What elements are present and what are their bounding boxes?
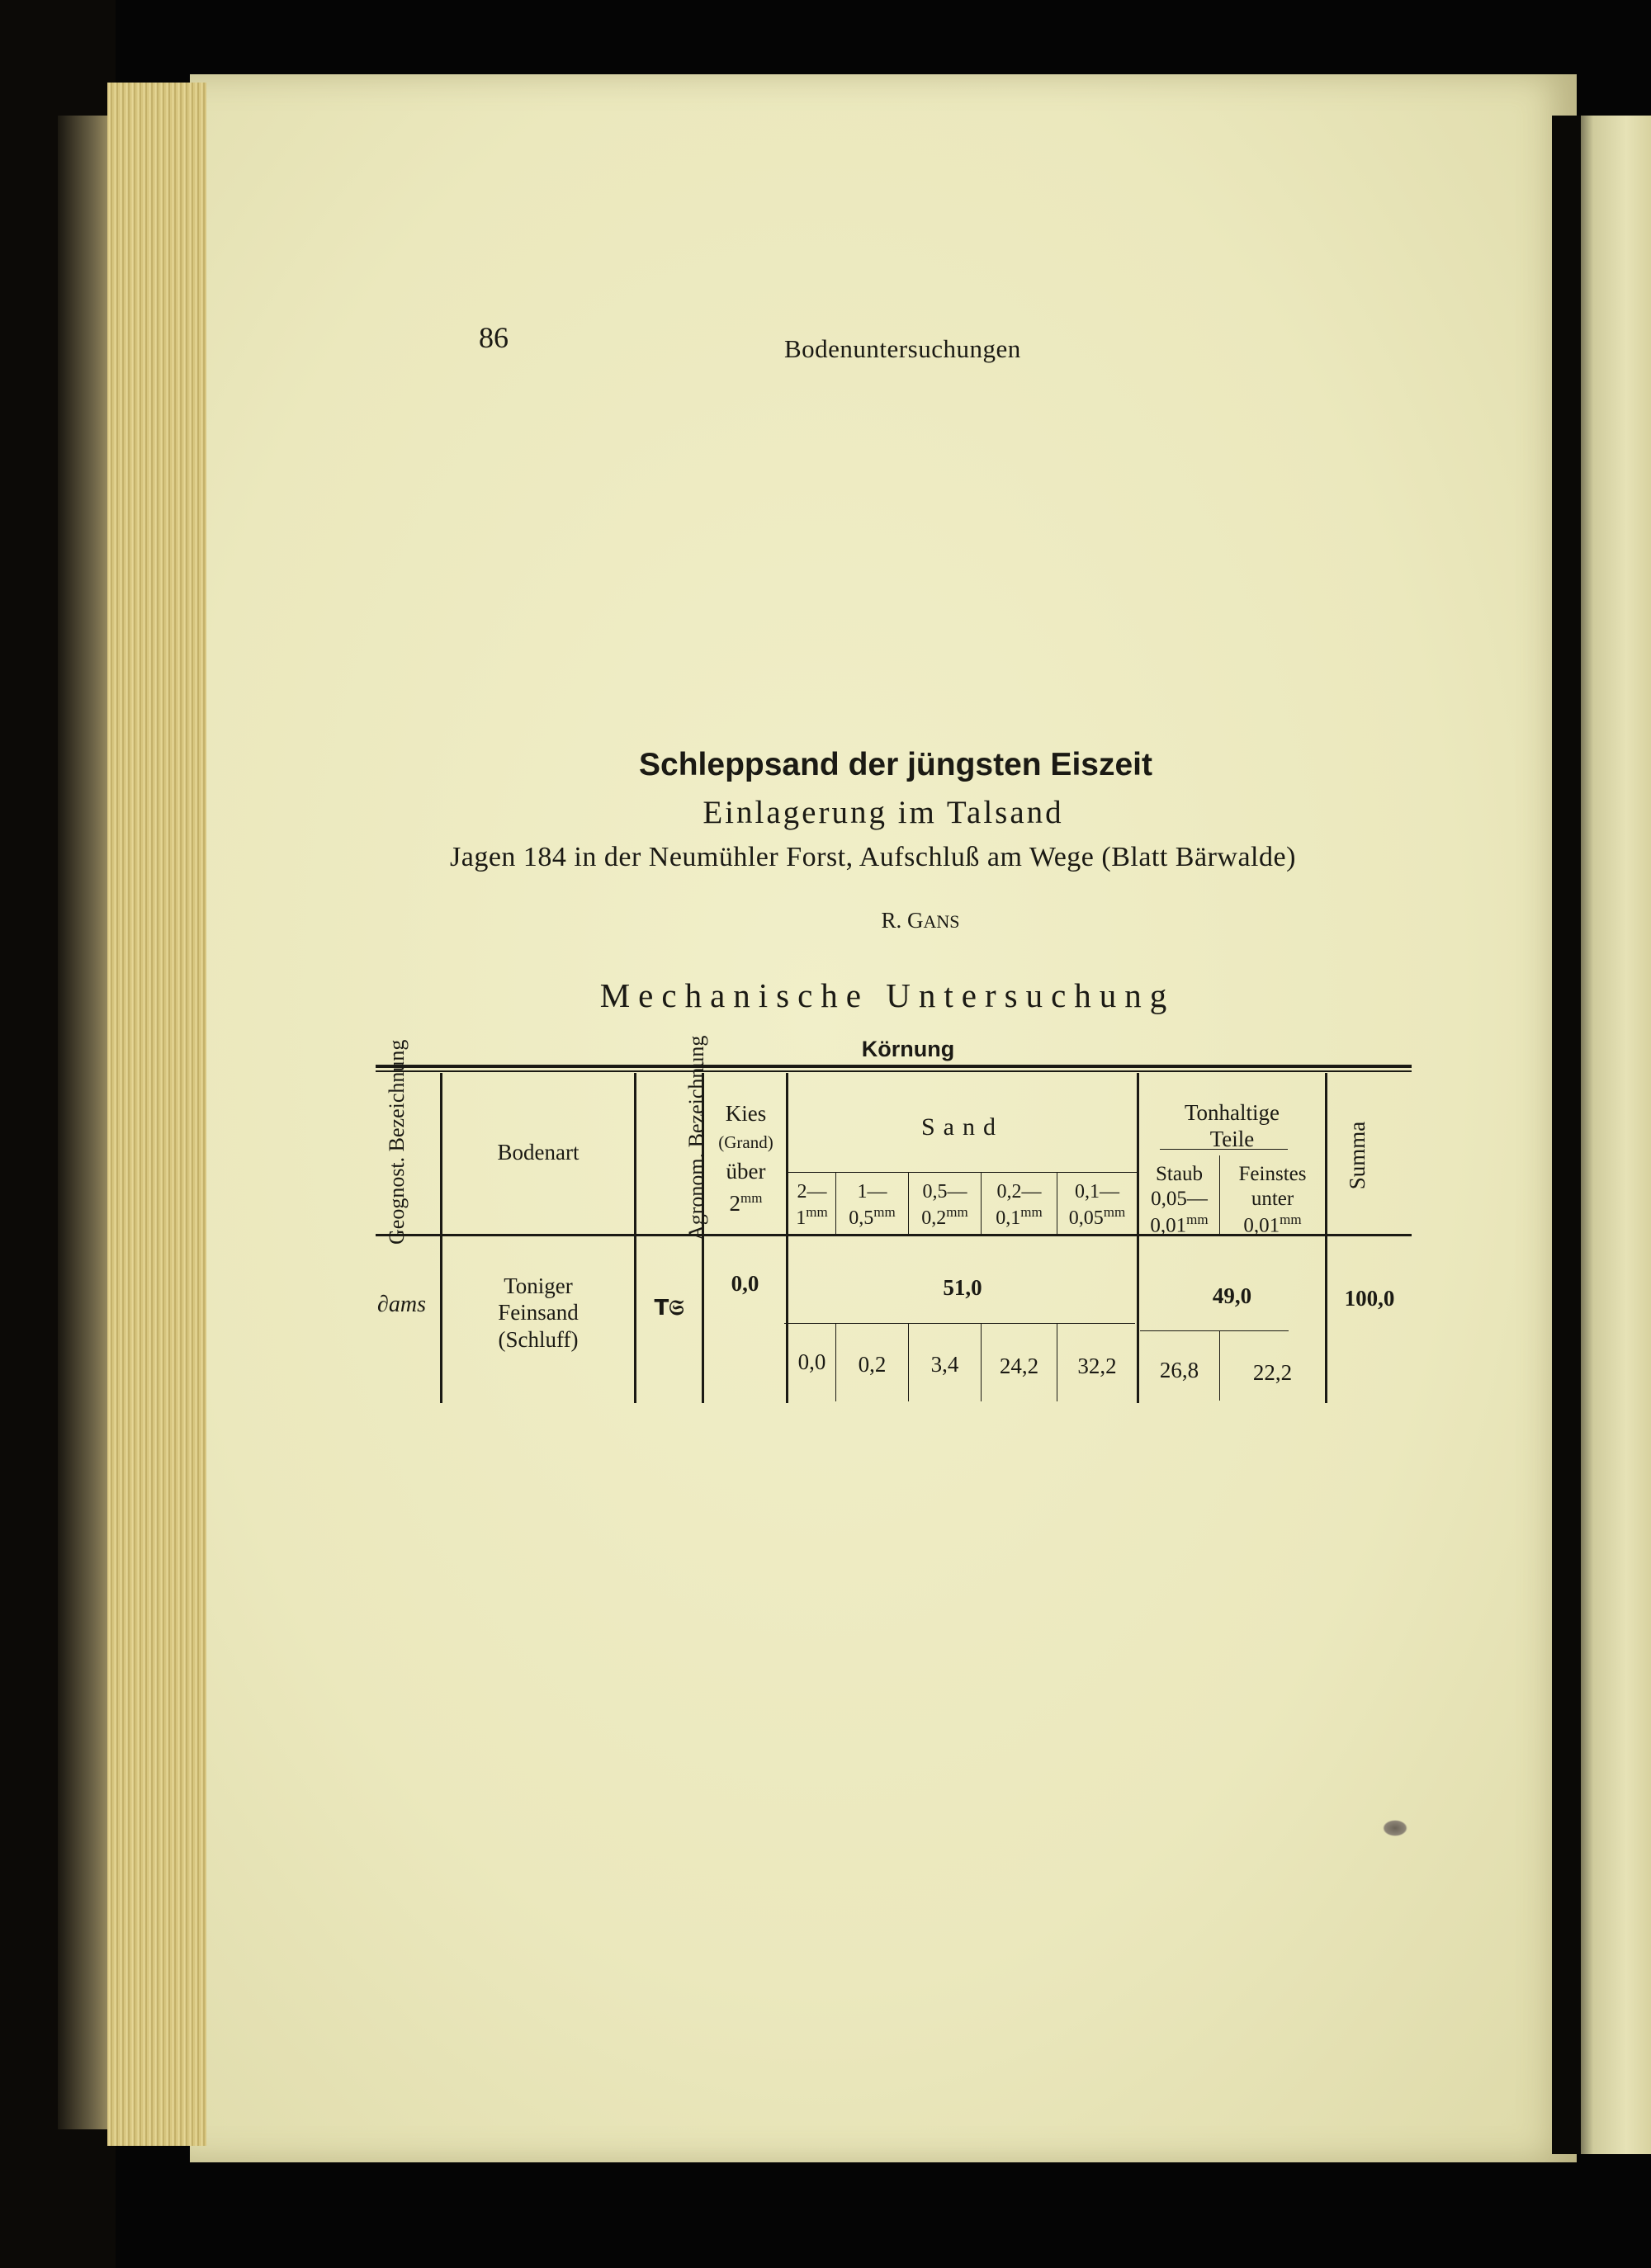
running-title: Bodenuntersuchungen	[784, 334, 1021, 363]
row-ton-total: 49,0	[1212, 1283, 1252, 1308]
header-feinstes	[1220, 1162, 1325, 1238]
header-feinstes-line1: Feinstes	[1238, 1163, 1307, 1185]
header-ton-line2: Teile	[1209, 1127, 1255, 1152]
row-ton-value-1: 26,8	[1159, 1358, 1199, 1382]
header-staub-line3: 0,01	[1150, 1214, 1187, 1237]
author-name: ANS	[923, 911, 960, 932]
paper-stain	[1383, 1820, 1407, 1836]
row-sand-value-3: 3,4	[930, 1352, 959, 1377]
page-gutter	[1552, 116, 1581, 2154]
header-summa-text: Summa	[1345, 1121, 1370, 1190]
row-sand-value-1: 0,0	[797, 1349, 826, 1374]
sand-col-4-bottom: 0,1	[996, 1207, 1021, 1229]
row-ton-value-2: 22,2	[1252, 1360, 1293, 1385]
row-geognost: ∂ams	[377, 1292, 426, 1317]
author-initial: R. G	[881, 908, 924, 933]
document-title: Schleppsand der jüngsten Eiszeit	[639, 747, 1152, 782]
header-sand-col-1	[788, 1180, 835, 1231]
header-staub	[1139, 1162, 1219, 1238]
sand-col-2-unit: mm	[873, 1203, 896, 1220]
header-sand-col-5	[1057, 1180, 1137, 1231]
header-staub-unit: mm	[1186, 1212, 1209, 1227]
row-bodenart-line3: (Schluff)	[498, 1326, 579, 1352]
section-subtitle: Körnung	[861, 1037, 955, 1061]
header-kies-line2: (Grand)	[718, 1132, 773, 1153]
header-feinstes-line2: unter	[1251, 1188, 1294, 1210]
sand-col-4-top: 0,2—	[996, 1181, 1042, 1203]
sand-value-rule	[784, 1323, 1135, 1324]
header-kies-size: 2	[729, 1190, 741, 1216]
document-subtitle: Einlagerung im Talsand	[703, 795, 1064, 830]
header-tonhaltige	[1139, 1099, 1325, 1153]
row-summa: 100,0	[1344, 1286, 1395, 1311]
sand-col-3-unit: mm	[946, 1203, 968, 1220]
col-rule-6	[1325, 1073, 1327, 1403]
header-staub-line1: Staub	[1156, 1163, 1203, 1185]
header-sand: Sand	[921, 1113, 1004, 1141]
page-stack-edge	[107, 83, 206, 2146]
row-bodenart-line1: Toniger	[504, 1273, 573, 1298]
row-sand-value-2: 0,2	[858, 1352, 887, 1377]
header-sand-col-3	[909, 1180, 981, 1231]
sand-col-1-top: 2—	[797, 1181, 827, 1203]
sand-col-3-bottom: 0,2	[921, 1207, 947, 1229]
header-geognost-text: Geognost. Bezeichnung	[385, 1039, 409, 1245]
sand-col-5-unit: mm	[1103, 1203, 1126, 1220]
header-geognost	[385, 1039, 435, 1245]
sand-col-2-top: 1—	[857, 1181, 887, 1203]
header-kies-line1: Kies	[725, 1101, 767, 1126]
next-page-edge	[1568, 116, 1651, 2154]
col-rule-2	[634, 1073, 636, 1403]
sand-col-1-bottom: 1	[796, 1207, 807, 1229]
author	[0, 908, 1651, 933]
sand-sub-rule	[788, 1172, 1137, 1173]
sand-col-3-top: 0,5—	[922, 1181, 967, 1203]
row-bodenart	[442, 1273, 634, 1353]
sand-col-5-bottom: 0,05	[1068, 1207, 1104, 1229]
row-kies: 0,0	[731, 1271, 759, 1296]
header-kies-unit: mm	[740, 1189, 763, 1206]
sand-col-4-unit: mm	[1020, 1203, 1043, 1220]
row-sand-total: 51,0	[943, 1275, 982, 1300]
sand-col-2-bottom: 0,5	[849, 1207, 874, 1229]
row-sand-value-5: 32,2	[1077, 1354, 1117, 1378]
header-bodenart: Bodenart	[497, 1140, 580, 1165]
header-sand-col-2	[836, 1180, 908, 1231]
col-rule-1	[440, 1073, 442, 1403]
header-kies	[706, 1098, 786, 1220]
section-title: Mechanische Untersuchung	[599, 976, 1176, 1014]
table-top-rule-thin	[376, 1070, 1412, 1072]
row-bodenart-line2: Feinsand	[498, 1300, 579, 1325]
header-feinstes-line3: 0,01	[1243, 1214, 1280, 1237]
header-summa	[1346, 1094, 1379, 1217]
sand-col-1-unit: mm	[806, 1203, 828, 1220]
sample-location: Jagen 184 in der Neumühler Forst, Aufschluß am Wege (Blatt Bärwalde)	[450, 842, 1296, 872]
header-kies-line3: über	[726, 1158, 766, 1184]
ton-value-rule	[1140, 1330, 1289, 1331]
header-kies-line4	[706, 1188, 786, 1220]
page-number: 86	[479, 321, 509, 354]
header-agronom-text: Agronom. Bezeichnung	[684, 1035, 708, 1240]
sand-col-5-top: 0,1—	[1075, 1181, 1119, 1203]
header-staub-line2: 0,05—	[1151, 1188, 1208, 1210]
header-feinstes-unit: mm	[1280, 1212, 1302, 1227]
header-sand-col-4	[982, 1180, 1057, 1231]
header-ton-line1: Tonhaltige	[1184, 1100, 1280, 1125]
table-top-rule	[376, 1065, 1412, 1068]
row-agronom: T𝔖	[654, 1296, 684, 1321]
row-sand-value-4: 24,2	[999, 1354, 1039, 1378]
